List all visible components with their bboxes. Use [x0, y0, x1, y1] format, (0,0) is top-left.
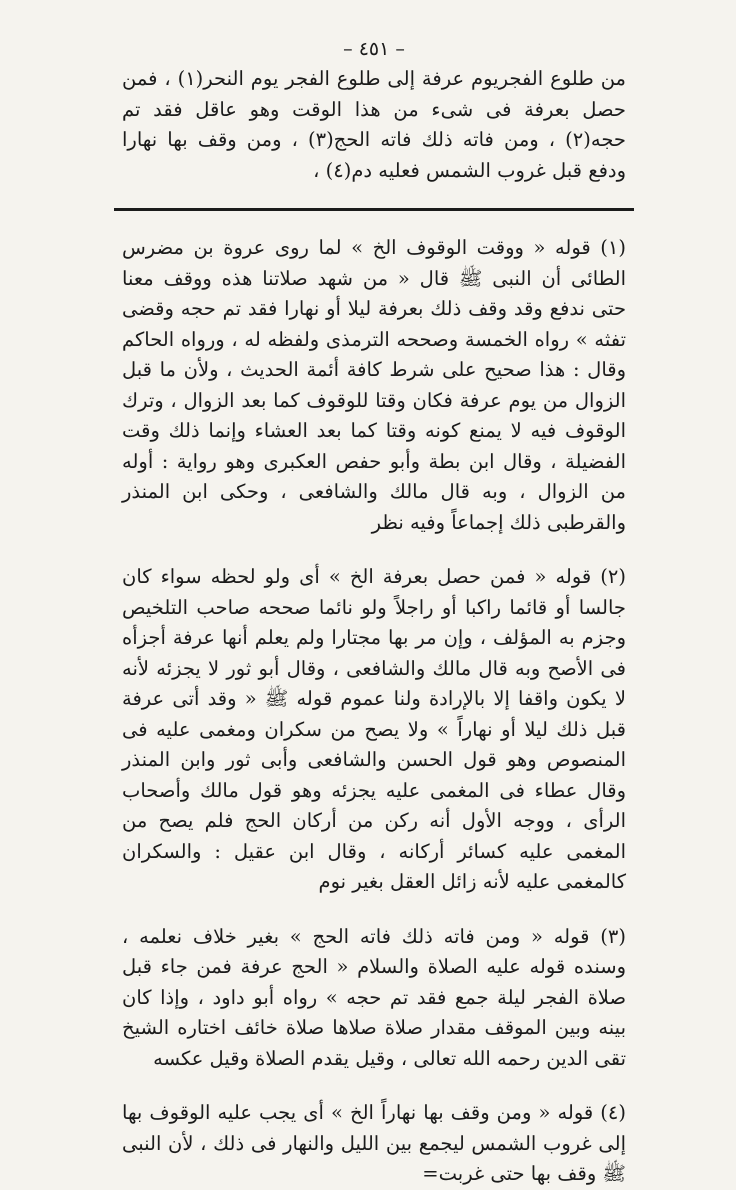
- footnote-1: (١) قوله « ووقت الوقوف الخ » لما روى عروة بن مضرس الطائى أن النبى ﷺ قال « من شهد صلاتنا هذه ووقف معنا حتى ندفع وقد وقف ذلك بعرفة ليلا أو نهارا فقد تم حجه وقضى تفثه » رواه الخمسة وصححه الترمذى ولفظه له ، ورواه الحاكم وقال : هذا صحيح على شرط كافة أئمة الحديث ، ولأن ما قبل الزوال من يوم عرفة فكان وقتا للوقوف كما بعد الزوال ، وترك الوقوف فيه لا يمنع كونه وقتا كما بعد العشاء وإنما ذلك وقت الفضيلة ، وقال ابن بطة وأبو حفص العكبرى وهو رواية : أوله من الزوال ، وبه قال مالك والشافعى ، وحكى ابن المنذر والقرطبى ذلك إجماعاً وفيه نظر: [122, 236, 626, 534]
- footnote-2: (٢) قوله « فمن حصل بعرفة الخ » أى ولو لحظه سواء كان جالسا أو قائما راكبا أو راجلاً ولو نائما صححه صاحب التلخيص وجزم به المؤلف ، وإن مر بها مجتارا ولم يعلم أنها عرفة أجزأه فى الأصح وبه قال مالك والشافعى ، وقال أبو ثور لا يجزئه لأنه لا يكون واقفا إلا بالإرادة ولنا عموم قوله ﷺ « وقد أتى عرفة قبل ذلك ليلا أو نهاراً » ولا يصح من سكران ومغمى عليه فى المنصوص وهو قول الحسن والشافعى وأبى ثور وابن المنذر وقال عطاء فى المغمى عليه يجزئه وهو قول مالك وأصحاب الرأى ، ووجه الأول أنه ركن من أركان الحج فلم يصح من المغمى عليه كسائر أركانه ، وقال ابن عقيل : والسكران كالمغمى عليه لأنه زائل العقل بغير نوم: [122, 565, 626, 893]
- footnote-divider: [114, 208, 634, 211]
- page-number: – ٤٥١ –: [343, 38, 405, 60]
- footnote-4: (٤) قوله « ومن وقف بها نهاراً الخ » أى يجب عليه الوقوف بها إلى غروب الشمس ليجمع بين الليل والنهار فى ذلك ، لأن النبى ﷺ وقف بها حتى غربت=: [122, 1101, 626, 1185]
- footnote-3: (٣) قوله « ومن فاته ذلك فاته الحج » بغير خلاف نعلمه ، وسنده قوله عليه الصلاة والسلام « الحج عرفة فمن جاء قبل صلاة الفجر ليلة جمع فقد تم حجه » رواه أبو داود ، وإذا كان بينه وبين الموقف مقدار صلاة صلاها صلاة خائف اختاره الشيخ تقى الدين رحمه الله تعالى ، وقيل يقدم الصلاة وقيل عكسه: [122, 924, 626, 1070]
- main-text: من طلوع الفجريوم عرفة إلى طلوع الفجر يوم النحر(١) ، فمن حصل بعرفة فى شىء من هذا الوقت وهو عاقل فقد تم حجه(٢) ، ومن فاته ذلك فاته الحج(٣) ، ومن وقف بها نهارا ودفع قبل غروب الشمس فعليه دم(٤) ،: [122, 67, 626, 182]
